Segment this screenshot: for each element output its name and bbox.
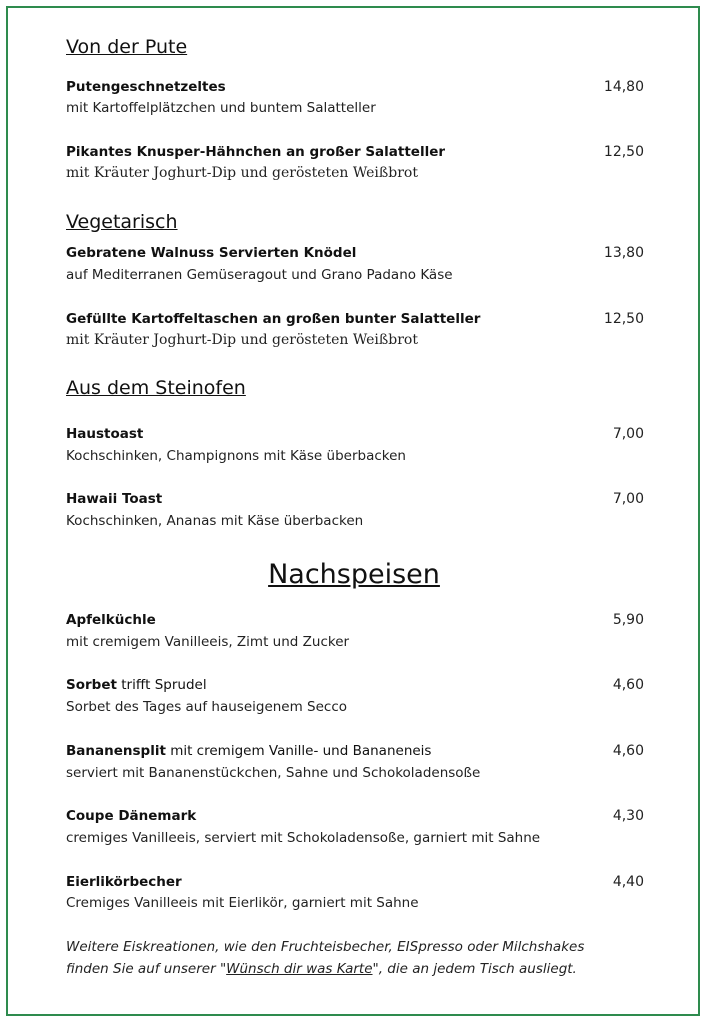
footer-note-line1: Weitere Eiskreationen, wie den Fruchteisbecher, EISpresso oder Milchshakes	[66, 939, 585, 955]
item-name-rest: trifft Sprudel	[116, 677, 207, 693]
item-price: 4,60	[612, 743, 644, 759]
item-name: Gefüllte Kartoffeltaschen an großen bunter Salatteller	[66, 311, 481, 327]
item-price: 4,30	[612, 808, 644, 824]
section-title-nachspeisen: Nachspeisen	[268, 559, 440, 590]
item-price: 5,90	[612, 612, 644, 628]
item-price: 12,50	[603, 144, 644, 160]
item-description: mit cremigem Vanilleeis, Zimt und Zucker	[66, 634, 350, 650]
item-name-bold: Eierlikörbecher	[66, 874, 182, 890]
item-description: cremiges Vanilleeis, serviert mit Schokoladensoße, garniert mit Sahne	[66, 830, 541, 846]
footer-text: ", die an jedem Tisch ausliegt.	[372, 961, 577, 977]
item-name: Putengeschnetzeltes	[66, 79, 226, 95]
item-price: 4,40	[612, 874, 644, 890]
item-description: mit Kräuter Joghurt-Dip und gerösteten Weißbrot	[66, 165, 418, 181]
item-description: mit Kräuter Joghurt-Dip und gerösteten Weißbrot	[66, 332, 418, 348]
item-name-bold: Apfelküchle	[66, 612, 156, 628]
item-name	[66, 677, 207, 693]
footer-text: finden Sie auf unserer "	[66, 961, 227, 977]
item-name-rest: mit cremigem Vanille- und Bananeneis	[165, 743, 432, 759]
item-name-bold: Bananensplit	[66, 743, 166, 759]
item-description: Cremiges Vanilleeis mit Eierlikör, garniert mit Sahne	[66, 895, 419, 911]
item-name: Haustoast	[66, 426, 144, 442]
item-price: 7,00	[612, 491, 644, 507]
item-price: 7,00	[612, 426, 644, 442]
section-title-vegetarisch: Vegetarisch	[66, 211, 178, 233]
item-price: 12,50	[603, 311, 644, 327]
item-name-bold: Coupe Dänemark	[66, 808, 197, 824]
item-name	[66, 874, 182, 890]
item-description: Kochschinken, Ananas mit Käse überbacken	[66, 513, 364, 529]
section-title-pute: Von der Pute	[66, 36, 188, 58]
item-price: 4,60	[612, 677, 644, 693]
item-name	[66, 612, 156, 628]
section-title-steinofen: Aus dem Steinofen	[66, 377, 246, 399]
item-price: 13,80	[603, 245, 644, 261]
item-description: serviert mit Bananenstückchen, Sahne und Schokoladensoße	[66, 765, 481, 781]
item-name-bold: Sorbet	[66, 677, 117, 693]
item-description: auf Mediterranen Gemüseragout und Grano Padano Käse	[66, 267, 453, 283]
item-name: Gebratene Walnuss Servierten Knödel	[66, 245, 357, 261]
item-name	[66, 743, 431, 759]
item-price: 14,80	[603, 79, 644, 95]
item-name: Pikantes Knusper-Hähnchen an großer Salatteller	[66, 144, 446, 160]
item-description: mit Kartoffelplätzchen und buntem Salatteller	[66, 100, 376, 116]
item-description: Sorbet des Tages auf hauseigenem Secco	[66, 699, 348, 715]
wunsch-karte-link: Wünsch dir was Karte	[226, 961, 373, 977]
item-name: Hawaii Toast	[66, 491, 163, 507]
footer-note-line2	[66, 961, 577, 977]
item-description: Kochschinken, Champignons mit Käse überbacken	[66, 448, 406, 464]
item-name	[66, 808, 196, 824]
